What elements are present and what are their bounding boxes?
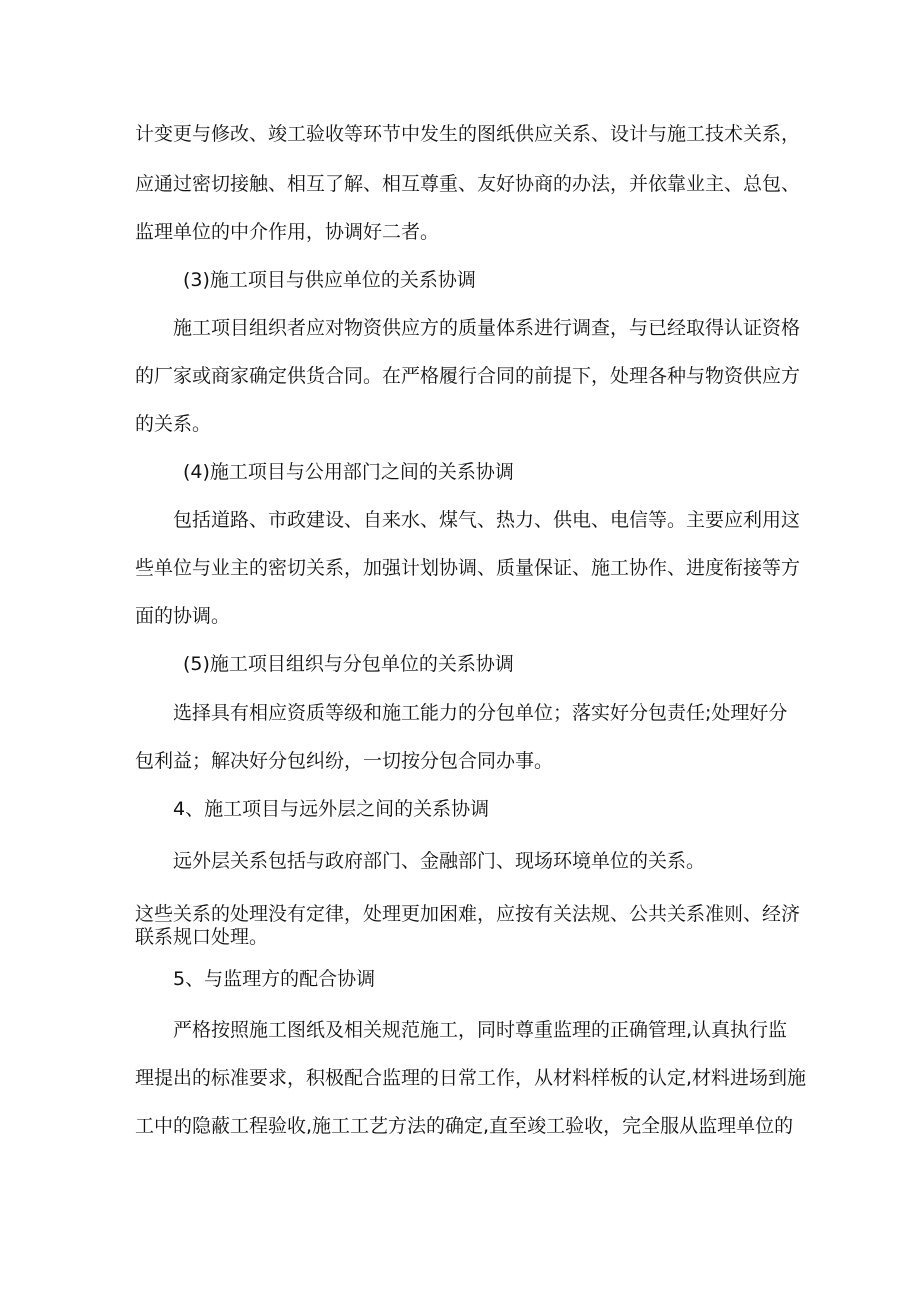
section-heading: (3)施工项目与供应单位的关系协调 xyxy=(183,269,476,291)
section-heading: 4、施工项目与远外层之间的关系协调 xyxy=(173,798,490,820)
text-line: 联系规口处理。 xyxy=(135,926,269,948)
text-line: 的关系。 xyxy=(135,413,212,435)
text-line: 的厂家或商家确定供货合同。在严格履行合同的前提下，处理各种与物资供应方 xyxy=(135,365,801,387)
text-line: 施工项目组织者应对物资供应方的质量体系进行调查，与已经取得认证资格 xyxy=(173,317,801,339)
text-line: 计变更与修改、竣工验收等环节中发生的图纸供应关系、设计与施工技术关系， xyxy=(135,123,801,145)
text-line: 应通过密切接触、相互了解、相互尊重、友好协商的办法，并依靠业主、总包、 xyxy=(135,173,801,195)
text-line: 面的协调。 xyxy=(135,605,231,627)
text-line: 监理单位的中介作用，协调好二者。 xyxy=(135,221,440,243)
section-heading: 5、与监理方的配合协调 xyxy=(173,968,376,990)
text-line: 选择具有相应资质等级和施工能力的分包单位；落实好分包责任;处理好分 xyxy=(173,702,788,724)
text-line: 这些关系的处理没有定律，处理更加困难，应按有关法规、公共关系准则、经济 xyxy=(135,903,801,925)
text-line: 些单位与业主的密切关系，加强计划协调、质量保证、施工协作、进度衔接等方 xyxy=(135,557,801,579)
section-heading: (5)施工项目组织与分包单位的关系协调 xyxy=(183,653,514,675)
text-line: 理提出的标准要求，积极配合监理的日常工作，从材料样板的认定,材料进场到施 xyxy=(135,1067,807,1089)
text-line: 工中的隐蔽工程验收,施工工艺方法的确定,直至竣工验收，完全服从监理单位的 xyxy=(135,1115,794,1137)
text-line: 包括道路、市政建设、自来水、煤气、热力、供电、电信等。主要应利用这 xyxy=(173,509,801,531)
text-line: 远外层关系包括与政府部门、金融部门、现场环境单位的关系。 xyxy=(173,850,706,872)
text-line: 包利益；解决好分包纠纷，一切按分包合同办事。 xyxy=(135,750,554,772)
section-heading: (4)施工项目与公用部门之间的关系协调 xyxy=(183,461,514,483)
text-line: 严格按照施工图纸及相关规范施工，同时尊重监理的正确管理,认真执行监 xyxy=(173,1019,788,1041)
